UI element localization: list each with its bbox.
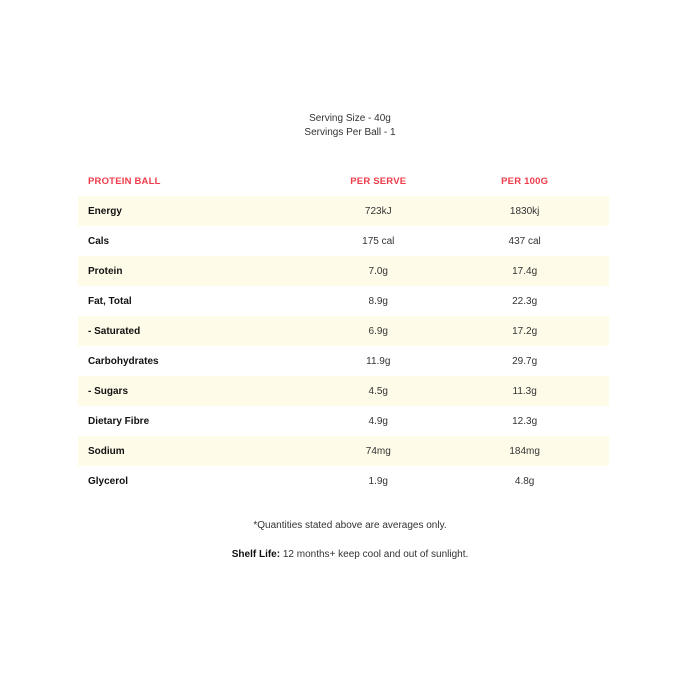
- per-serve-value: 4.5g: [368, 385, 388, 397]
- per-serve-value: 11.9g: [366, 355, 391, 367]
- nutrient-name: - Saturated: [88, 325, 141, 337]
- shelf-life-label: Shelf Life:: [231, 549, 281, 560]
- table-row: [78, 226, 609, 256]
- per-serve-value: 723kJ: [364, 205, 392, 217]
- per-100g-value: 1830kj: [509, 205, 540, 217]
- table-row: [78, 376, 609, 406]
- averages-footnote: *Quantities stated above are averages only.: [253, 520, 447, 531]
- shelf-life-text: 12 months+ keep cool and out of sunlight.: [280, 549, 469, 560]
- servings-per-ball: Servings Per Ball - 1: [304, 127, 396, 138]
- nutrient-name: Sodium: [88, 445, 125, 457]
- table-row: [78, 316, 609, 346]
- nutrient-name: Cals: [88, 235, 110, 247]
- table-row: [78, 466, 609, 496]
- per-serve-value: 8.9g: [368, 295, 388, 307]
- serving-info: [0, 112, 700, 140]
- nutrient-name: Glycerol: [88, 475, 129, 487]
- nutrient-name: Carbohydrates: [88, 355, 159, 367]
- per-serve-value: 74mg: [365, 445, 391, 457]
- per-serve-value: 6.9g: [368, 325, 388, 337]
- nutrient-name: Protein: [88, 265, 123, 277]
- per-serve-value: 175 cal: [362, 235, 395, 247]
- per-100g-value: 17.4g: [512, 265, 538, 277]
- table-row: [78, 406, 609, 436]
- per-100g-value: 4.8g: [514, 475, 535, 487]
- per-serve-value: 1.9g: [368, 475, 388, 487]
- table-row: [78, 286, 609, 316]
- per-100g-value: 29.7g: [512, 355, 538, 367]
- table-row: [78, 256, 609, 286]
- table-row: [78, 196, 609, 226]
- shelf-life-note: [0, 549, 700, 560]
- per-100g-value: 11.3g: [512, 385, 537, 397]
- nutrient-name: Energy: [88, 205, 122, 217]
- table-row: [78, 436, 609, 466]
- per-100g-value: 22.3g: [512, 295, 538, 307]
- nutrient-name: - Sugars: [88, 385, 129, 397]
- per-100g-value: 437 cal: [508, 235, 541, 247]
- nutrition-table: [78, 166, 609, 496]
- nutrient-name: Dietary Fibre: [88, 415, 150, 427]
- serving-size: Serving Size - 40g: [309, 113, 391, 124]
- per-serve-value: 4.9g: [368, 415, 388, 427]
- per-serve-value: 7.0g: [368, 265, 388, 277]
- header-per-serve: PER SERVE: [350, 175, 407, 187]
- per-100g-value: 17.2g: [512, 325, 538, 337]
- per-100g-value: 12.3g: [512, 415, 538, 427]
- table-header: [78, 166, 609, 196]
- nutrient-name: Fat, Total: [88, 295, 132, 307]
- header-per-100g: PER 100G: [501, 175, 549, 187]
- header-protein-ball: PROTEIN BALL: [88, 175, 161, 187]
- table-row: [78, 346, 609, 376]
- per-100g-value: 184mg: [509, 445, 540, 457]
